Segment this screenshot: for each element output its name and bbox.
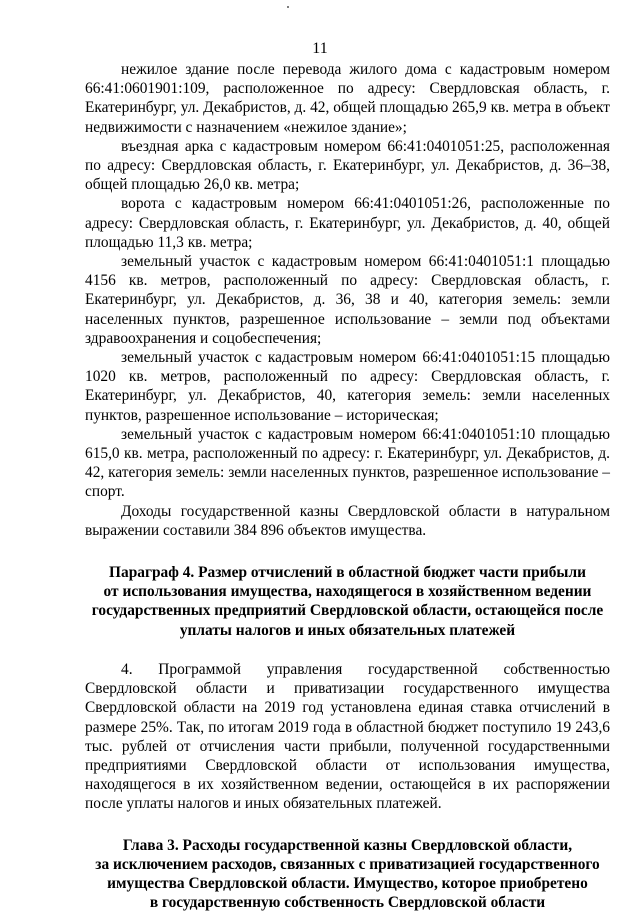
paragraph-4-heading xyxy=(85,563,610,640)
heading-line: государственных предприятий Свердловской области, остающейся после xyxy=(91,602,604,620)
list-item-gates: ворота с кадастровым номером 66:41:0401051:26, расположенные по адресу: Свердловская область, г. Екатеринбург, ул. Декабристов, д. 40, общей площадью 11,3 кв. метра; xyxy=(85,195,610,251)
list-item-land-plot-15: земельный участок с кадастровым номером 66:41:0401051:15 площадью 1020 кв. метров, расположенный по адресу: Свердловская область, г. Екатеринбург, ул. Декабристов, 40, категория земель: земли населенных пунктов, разрешенное использование – историческая; xyxy=(85,349,610,424)
heading-line: имущества Свердловской области. Имущество, которое приобретено xyxy=(107,874,588,892)
heading-line: в государственную собственность Свердловской области xyxy=(149,894,546,912)
list-item-land-plot-1: земельный участок с кадастровым номером 66:41:0401051:1 площадью 4156 кв. метров, расположенный по адресу: Свердловская область, г. Екатеринбург, ул. Декабристов, д. 36, 38 и 40, категория земель: земли населенных пунктов, разрешенное использование – земли под объектами здравоохранения и соцобеспечения; xyxy=(85,253,610,347)
heading-line: уплаты налогов и иных обязательных платежей xyxy=(179,621,516,639)
paragraph-4-text: 4. Программой управления государственной собственностью Свердловской области и приватизации государственного имущества Свердловской области на 2019 год установлена единая ставка отчислений в размере 25%. Так, по итогам 2019 года в областной бюджет поступило 19 243,6 тыс. рублей от отчисления части прибыли, полученной государственными предприятиями Свердловской области от использования имущества, находящегося в их хозяйственном ведении, остающейся в их распоряжении после уплаты налогов и иных обязательных платежей. xyxy=(85,660,610,813)
chapter-3-heading xyxy=(85,836,610,912)
page-number: 11 xyxy=(312,40,328,57)
scan-speck xyxy=(287,6,289,8)
heading-line: от использования имущества, находящегося в хозяйственном ведении xyxy=(103,583,592,601)
heading-line: Параграф 4. Размер отчислений в областной бюджет части прибыли xyxy=(109,564,586,582)
heading-line: за исключением расходов, связанных с приватизацией государственного xyxy=(95,855,600,873)
natural-income-summary: Доходы государственной казны Свердловской области в натуральном выражении составили 384 896 объектов имущества. xyxy=(85,502,610,539)
list-item-entrance-arch: въездная арка с кадастровым номером 66:41:0401051:25, расположенная по адресу: Свердловская область, г. Екатеринбург, ул. Декабристов, д. 36–38, общей площадью 26,0 кв. метра; xyxy=(85,137,610,194)
list-item-land-plot-10: земельный участок с кадастровым номером 66:41:0401051:10 площадью 615,0 кв. метра, расположенный по адресу: г. Екатеринбург, ул. Декабристов, д. 42, категория земель: земли населенных пунктов, разрешенное использование – спорт. xyxy=(85,425,610,501)
list-item-nonresidential-building: нежилое здание после перевода жилого дома с кадастровым номером 66:41:0601901:109, расположенное по адресу: Свердловская область, г. Екатеринбург, ул. Декабристов, д. 42, общей площадью 265,9 кв. метра в объект недвижимости с назначением «нежилое здание»; xyxy=(85,61,610,136)
document-body xyxy=(85,60,610,912)
heading-line: Глава 3. Расходы государственной казны Свердловской области, xyxy=(122,836,573,854)
